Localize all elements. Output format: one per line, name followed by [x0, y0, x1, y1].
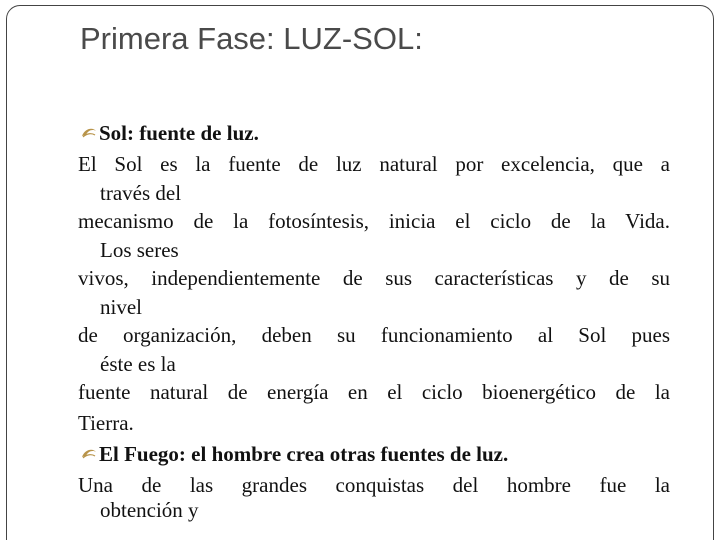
para1-line3-cont: nivel [100, 295, 142, 319]
para2-line1-cont: obtención y [100, 498, 199, 522]
para1-line1: El Sol es la fuente de luz natural por excelencia, que a [78, 152, 670, 176]
slide-title: Primera Fase: LUZ-SOL: [80, 21, 423, 56]
para1-line6: Tierra. [78, 411, 134, 435]
swirl-bullet-icon [80, 124, 98, 142]
para1-line2-cont: Los seres [100, 238, 179, 262]
para1-line1-cont: través del [100, 181, 182, 205]
bullet-sol-text: Sol: fuente de luz. [99, 121, 259, 145]
bullet-fuego-text: El Fuego: el hombre crea otras fuentes de luz. [99, 442, 509, 466]
para1-line4: de organización, deben su funcionamiento al Sol pues [78, 323, 670, 347]
para1-line5: fuente natural de energía en el ciclo bioenergético de la [78, 380, 670, 404]
para1-line3: vivos, independientemente de sus características y de su [78, 266, 670, 290]
swirl-bullet-icon [80, 445, 98, 463]
para1-line4-cont: éste es la [100, 352, 176, 376]
bullet-fuego [80, 439, 670, 470]
bullet-sol [80, 118, 670, 149]
para1-line2: mecanismo de la fotosíntesis, inicia el ciclo de la Vida. [78, 209, 670, 233]
slide-body [78, 118, 670, 523]
para2-line1: Una de las grandes conquistas del hombre fue la [78, 473, 670, 497]
